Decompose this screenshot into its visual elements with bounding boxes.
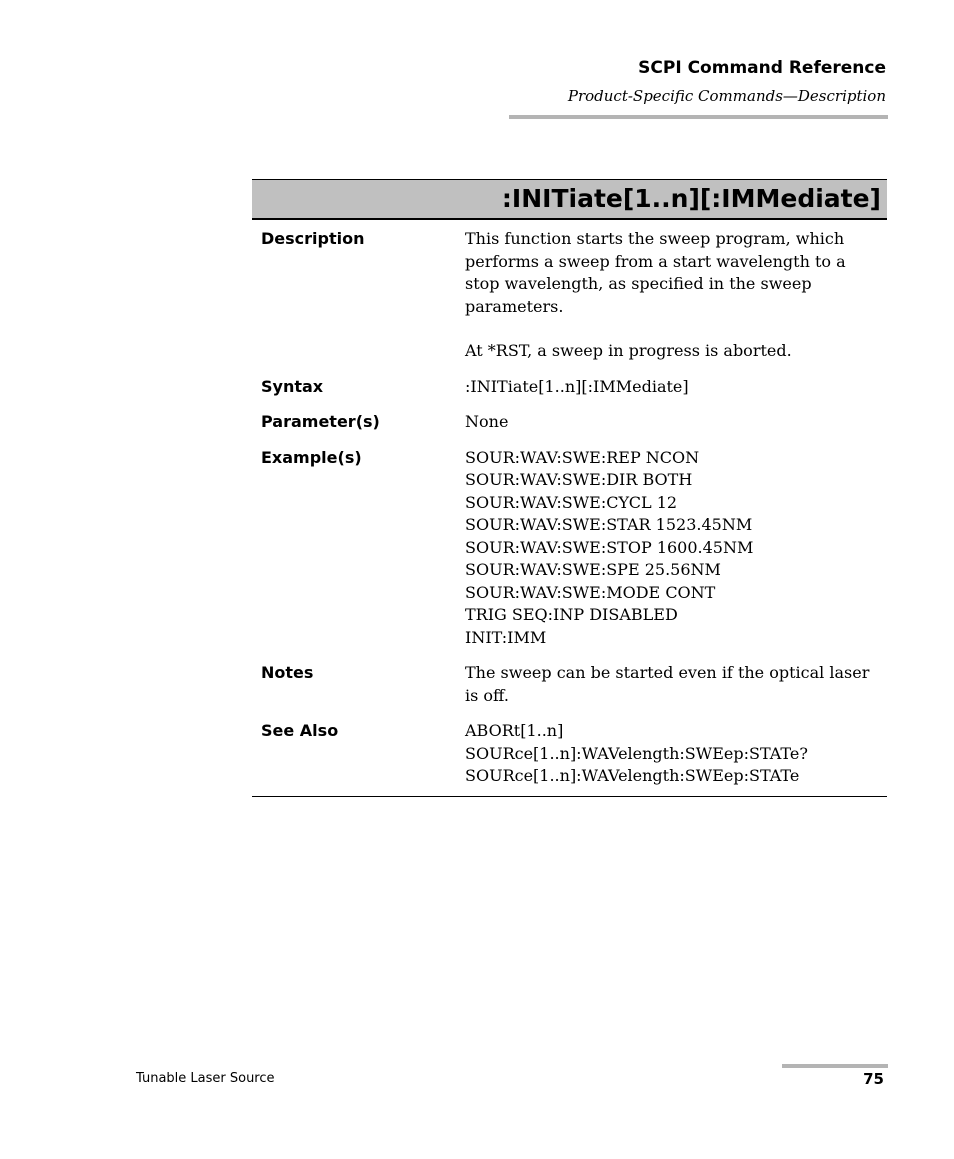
command-body — [252, 220, 887, 797]
header-title: SCPI Command Reference — [638, 58, 886, 78]
parameters-value: None — [465, 412, 509, 431]
parameters-row — [252, 411, 887, 434]
notes-line: is off. — [465, 685, 509, 705]
notes-line: The sweep can be started even if the optical laser — [465, 663, 870, 682]
header-rule — [509, 115, 888, 119]
description-line: stop wavelength, as specified in the sweep — [465, 274, 812, 293]
page-number: 75 — [863, 1070, 884, 1088]
description-row — [252, 228, 887, 363]
notes-row — [252, 662, 887, 707]
see-also-line: SOURce[1..n]:WAVelength:SWEep:STATe? — [465, 743, 808, 763]
example-line: SOUR:WAV:SWE:CYCL 12 — [465, 492, 678, 512]
example-line: INIT:IMM — [465, 627, 547, 647]
header-subtitle: Product-Specific Commands—Description — [567, 87, 886, 105]
example-line: TRIG SEQ:INP DISABLED — [465, 605, 678, 624]
footer-rule — [782, 1064, 888, 1068]
page-header — [568, 57, 886, 107]
description-line: parameters. — [465, 296, 564, 316]
example-line: SOUR:WAV:SWE:DIR BOTH — [465, 470, 693, 489]
syntax-row — [252, 376, 887, 399]
see-also-line: ABORt[1..n] — [465, 721, 564, 740]
command-title-bar — [252, 179, 887, 220]
see-also-label: See Also — [261, 721, 339, 740]
description-paragraph-2: At *RST, a sweep in progress is aborted. — [465, 341, 792, 360]
notes-label: Notes — [261, 663, 314, 682]
parameters-label: Parameter(s) — [261, 412, 380, 431]
syntax-label: Syntax — [261, 376, 324, 396]
description-paragraph-1 — [465, 228, 887, 318]
examples-row — [252, 447, 887, 650]
examples-value — [465, 447, 887, 650]
command-table — [252, 179, 887, 797]
description-value — [465, 228, 887, 363]
see-also-row — [252, 720, 887, 788]
description-line: performs a sweep from a start wavelength to a — [465, 251, 846, 271]
examples-label: Example(s) — [261, 447, 362, 467]
example-line: SOUR:WAV:SWE:STAR 1523.45NM — [465, 515, 753, 534]
example-line: SOUR:WAV:SWE:REP NCON — [465, 447, 700, 467]
example-line: SOUR:WAV:SWE:STOP 1600.45NM — [465, 537, 754, 557]
footer-product-name: Tunable Laser Source — [136, 1071, 275, 1086]
command-title: :INITiate[1..n][:IMMediate] — [501, 184, 881, 213]
description-label: Description — [261, 229, 365, 248]
example-line: SOUR:WAV:SWE:MODE CONT — [465, 582, 716, 602]
syntax-value: :INITiate[1..n][:IMMediate] — [465, 376, 689, 396]
example-line: SOUR:WAV:SWE:SPE 25.56NM — [465, 560, 721, 579]
notes-value — [465, 662, 887, 707]
see-also-value — [465, 720, 887, 788]
see-also-line: SOURce[1..n]:WAVelength:SWEep:STATe — [465, 766, 800, 785]
description-line: This function starts the sweep program, which — [465, 229, 845, 248]
